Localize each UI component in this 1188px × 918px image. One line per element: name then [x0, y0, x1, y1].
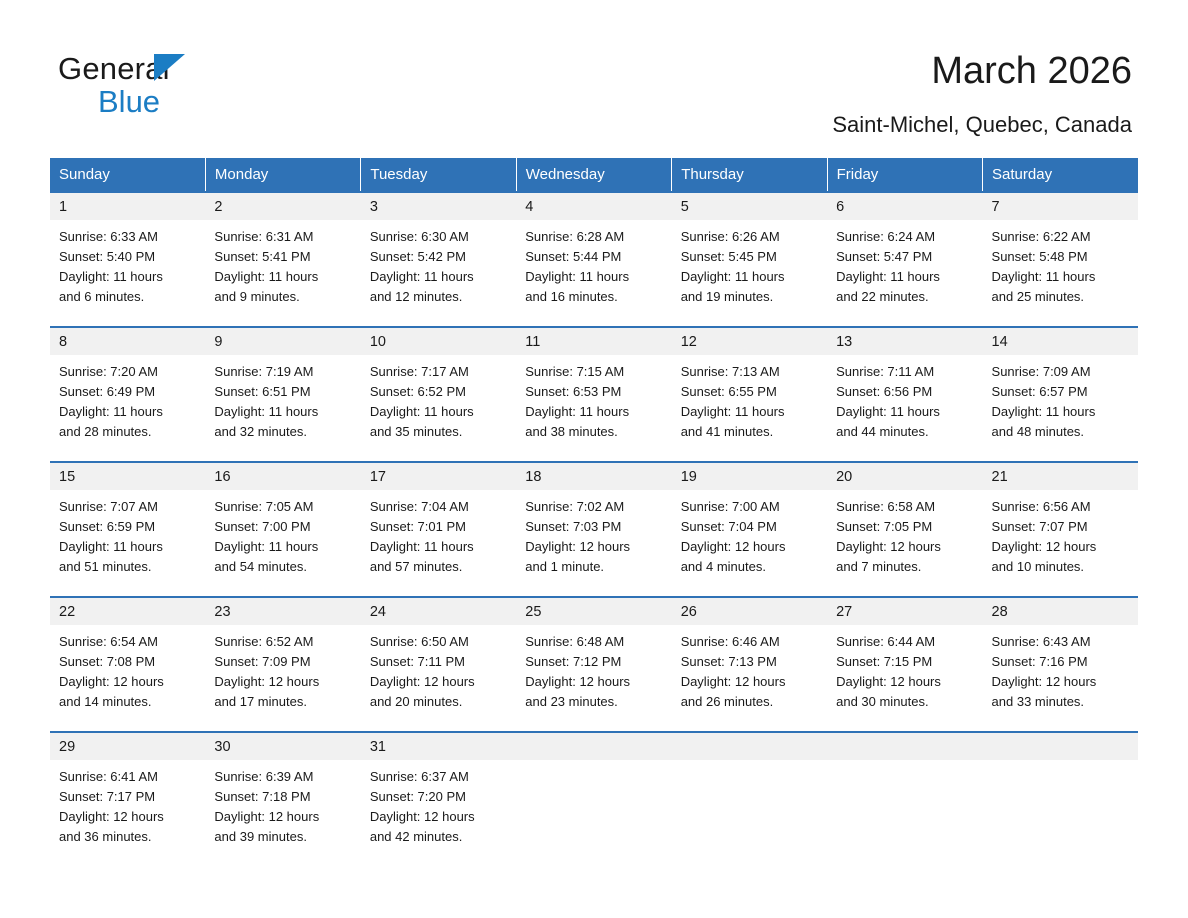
sunrise-text: Sunrise: 7:13 AM — [680, 364, 780, 379]
day-details — [827, 220, 982, 307]
daylight-text-line1: Daylight: 12 hours — [836, 539, 941, 554]
daylight-text-line2: and 14 minutes. — [59, 694, 152, 709]
sunrise-text: Sunrise: 7:15 AM — [525, 364, 625, 379]
daylight-text-line2: and 54 minutes. — [214, 559, 307, 574]
day-details — [827, 760, 982, 767]
day-details — [827, 490, 982, 577]
day-number: 4 — [516, 193, 671, 220]
daylight-text-line1: Daylight: 12 hours — [369, 809, 475, 824]
sunset-text: Sunset: 7:03 PM — [525, 519, 622, 534]
daylight-text-line1: Daylight: 12 hours — [991, 674, 1097, 689]
day-cell — [50, 462, 205, 597]
day-cell — [827, 462, 982, 597]
daylight-text-line2: and 22 minutes. — [836, 289, 929, 304]
day-number: 7 — [983, 193, 1138, 220]
sunset-text: Sunset: 5:40 PM — [59, 249, 156, 264]
page-title: March 2026 — [931, 50, 1132, 92]
day-number: 8 — [50, 328, 205, 355]
weekday-header-monday: Monday — [205, 158, 360, 192]
day-details — [361, 625, 516, 712]
day-details — [361, 760, 516, 847]
day-number: 5 — [672, 193, 827, 220]
sunrise-text: Sunrise: 6:43 AM — [991, 634, 1091, 649]
daylight-text-line2: and 28 minutes. — [59, 424, 152, 439]
sunrise-text: Sunrise: 7:11 AM — [836, 364, 935, 379]
daylight-text-line1: Daylight: 11 hours — [525, 269, 630, 284]
day-cell — [50, 732, 205, 867]
daylight-text-line2: and 17 minutes. — [214, 694, 307, 709]
calendar-week-row — [50, 327, 1138, 462]
daylight-text-line1: Daylight: 12 hours — [525, 539, 631, 554]
day-details — [983, 490, 1138, 577]
daylight-text-line1: Daylight: 11 hours — [836, 269, 940, 284]
sunset-text: Sunset: 7:08 PM — [59, 654, 156, 669]
day-details — [672, 760, 827, 767]
sunset-text: Sunset: 6:52 PM — [369, 384, 466, 399]
daylight-text-line1: Daylight: 12 hours — [525, 674, 631, 689]
daylight-text-line2: and 7 minutes. — [836, 559, 922, 574]
day-cell — [983, 327, 1138, 462]
daylight-text-line2: and 32 minutes. — [214, 424, 307, 439]
sunrise-text: Sunrise: 6:52 AM — [214, 634, 314, 649]
day-number: 29 — [50, 733, 205, 760]
sunrise-text: Sunrise: 6:41 AM — [59, 769, 158, 784]
day-details — [672, 490, 827, 577]
sunset-text: Sunset: 7:20 PM — [369, 789, 466, 804]
day-details — [516, 760, 671, 767]
day-details — [983, 220, 1138, 307]
daylight-text-line2: and 51 minutes. — [59, 559, 152, 574]
sunset-text: Sunset: 7:05 PM — [836, 519, 933, 534]
sunrise-text: Sunrise: 6:56 AM — [991, 499, 1091, 514]
sunset-text: Sunset: 6:51 PM — [214, 384, 311, 399]
daylight-text-line2: and 16 minutes. — [525, 289, 618, 304]
daylight-text-line2: and 12 minutes. — [369, 289, 463, 304]
day-number — [827, 733, 982, 760]
daylight-text-line1: Daylight: 12 hours — [991, 539, 1097, 554]
daylight-text-line2: and 44 minutes. — [836, 424, 929, 439]
sunset-text: Sunset: 5:48 PM — [991, 249, 1088, 264]
sunset-text: Sunset: 7:01 PM — [369, 519, 466, 534]
sunrise-text: Sunrise: 6:26 AM — [680, 229, 780, 244]
day-number: 11 — [516, 328, 671, 355]
day-details — [516, 490, 671, 577]
weekday-header-tuesday: Tuesday — [361, 158, 516, 192]
day-number: 15 — [50, 463, 205, 490]
day-number: 19 — [672, 463, 827, 490]
day-details — [50, 490, 205, 577]
day-number — [516, 733, 671, 760]
generalblue-logo — [58, 52, 258, 122]
day-cell — [50, 597, 205, 732]
day-cell — [516, 597, 671, 732]
day-cell — [361, 192, 516, 327]
day-cell — [672, 597, 827, 732]
daylight-text-line2: and 10 minutes. — [991, 559, 1085, 574]
page-subtitle-location: Saint-Michel, Quebec, Canada — [832, 112, 1132, 137]
daylight-text-line2: and 42 minutes. — [369, 829, 463, 844]
sunset-text: Sunset: 6:53 PM — [525, 384, 622, 399]
daylight-text-line2: and 23 minutes. — [525, 694, 618, 709]
weekday-header-thursday: Thursday — [672, 158, 827, 192]
daylight-text-line1: Daylight: 12 hours — [59, 674, 164, 689]
sunrise-text: Sunrise: 6:58 AM — [836, 499, 936, 514]
sunrise-text: Sunrise: 6:48 AM — [525, 634, 625, 649]
sunset-text: Sunset: 7:15 PM — [836, 654, 933, 669]
sunset-text: Sunset: 6:56 PM — [836, 384, 933, 399]
daylight-text-line2: and 25 minutes. — [991, 289, 1085, 304]
daylight-text-line1: Daylight: 11 hours — [369, 539, 474, 554]
day-details — [672, 220, 827, 307]
sunset-text: Sunset: 7:17 PM — [59, 789, 156, 804]
sunrise-text: Sunrise: 6:28 AM — [525, 229, 625, 244]
day-number: 3 — [361, 193, 516, 220]
daylight-text-line2: and 33 minutes. — [991, 694, 1085, 709]
daylight-text-line2: and 39 minutes. — [214, 829, 307, 844]
weekday-header-row — [50, 158, 1138, 192]
sunrise-text: Sunrise: 6:54 AM — [59, 634, 158, 649]
day-details — [672, 355, 827, 442]
sunset-text: Sunset: 5:45 PM — [680, 249, 777, 264]
sunrise-text: Sunrise: 6:22 AM — [991, 229, 1091, 244]
sunset-text: Sunset: 5:47 PM — [836, 249, 933, 264]
day-details — [516, 355, 671, 442]
daylight-text-line1: Daylight: 12 hours — [836, 674, 941, 689]
daylight-text-line1: Daylight: 11 hours — [59, 269, 163, 284]
daylight-text-line1: Daylight: 11 hours — [680, 269, 785, 284]
sunset-text: Sunset: 7:12 PM — [525, 654, 622, 669]
sunrise-text: Sunrise: 6:33 AM — [59, 229, 158, 244]
sunrise-text: Sunrise: 6:46 AM — [680, 634, 780, 649]
day-cell — [361, 732, 516, 867]
day-number: 18 — [516, 463, 671, 490]
daylight-text-line2: and 35 minutes. — [369, 424, 463, 439]
day-details — [205, 220, 360, 307]
day-details — [205, 760, 360, 847]
day-details — [50, 760, 205, 847]
logo-text-blue: Blue — [98, 84, 161, 119]
day-number: 30 — [205, 733, 360, 760]
daylight-text-line1: Daylight: 11 hours — [369, 269, 474, 284]
sunrise-text: Sunrise: 7:04 AM — [369, 499, 469, 514]
sunrise-text: Sunrise: 6:31 AM — [214, 229, 314, 244]
day-cell — [516, 327, 671, 462]
calendar-week-row — [50, 732, 1138, 867]
day-cell-empty — [983, 732, 1138, 867]
daylight-text-line1: Daylight: 11 hours — [836, 404, 940, 419]
sunset-text: Sunset: 6:59 PM — [59, 519, 156, 534]
daylight-text-line1: Daylight: 11 hours — [991, 269, 1096, 284]
day-details — [50, 355, 205, 442]
daylight-text-line2: and 4 minutes. — [680, 559, 766, 574]
day-cell — [205, 327, 360, 462]
sunrise-text: Sunrise: 7:17 AM — [369, 364, 469, 379]
sunrise-sunset-calendar — [50, 158, 1138, 867]
day-number: 24 — [361, 598, 516, 625]
sunset-text: Sunset: 7:09 PM — [214, 654, 311, 669]
day-details — [50, 625, 205, 712]
sunset-text: Sunset: 7:07 PM — [991, 519, 1088, 534]
daylight-text-line1: Daylight: 11 hours — [214, 539, 319, 554]
day-number: 17 — [361, 463, 516, 490]
day-number: 6 — [827, 193, 982, 220]
day-number: 1 — [50, 193, 205, 220]
daylight-text-line1: Daylight: 11 hours — [214, 404, 319, 419]
weekday-header-wednesday: Wednesday — [516, 158, 671, 192]
sunset-text: Sunset: 6:49 PM — [59, 384, 156, 399]
sunrise-text: Sunrise: 6:50 AM — [369, 634, 469, 649]
daylight-text-line2: and 48 minutes. — [991, 424, 1085, 439]
sunset-text: Sunset: 7:00 PM — [214, 519, 311, 534]
daylight-text-line1: Daylight: 12 hours — [680, 674, 786, 689]
day-number: 27 — [827, 598, 982, 625]
day-details — [361, 490, 516, 577]
day-details — [205, 490, 360, 577]
day-details — [827, 355, 982, 442]
sunrise-text: Sunrise: 7:07 AM — [59, 499, 158, 514]
daylight-text-line1: Daylight: 12 hours — [214, 809, 320, 824]
day-number: 22 — [50, 598, 205, 625]
calendar-week-row — [50, 462, 1138, 597]
day-cell — [672, 462, 827, 597]
day-details — [983, 355, 1138, 442]
daylight-text-line2: and 36 minutes. — [59, 829, 152, 844]
weekday-header-sunday: Sunday — [50, 158, 205, 192]
day-cell — [983, 597, 1138, 732]
sunrise-text: Sunrise: 6:30 AM — [369, 229, 469, 244]
day-number: 13 — [827, 328, 982, 355]
day-cell — [361, 597, 516, 732]
sunset-text: Sunset: 7:13 PM — [680, 654, 777, 669]
day-cell-empty — [827, 732, 982, 867]
day-cell — [983, 462, 1138, 597]
day-number: 25 — [516, 598, 671, 625]
weekday-header-friday: Friday — [827, 158, 982, 192]
sunset-text: Sunset: 6:57 PM — [991, 384, 1088, 399]
daylight-text-line1: Daylight: 11 hours — [369, 404, 474, 419]
daylight-text-line1: Daylight: 12 hours — [369, 674, 475, 689]
day-number: 14 — [983, 328, 1138, 355]
sunset-text: Sunset: 7:04 PM — [680, 519, 777, 534]
sunrise-text: Sunrise: 6:24 AM — [836, 229, 936, 244]
daylight-text-line2: and 6 minutes. — [59, 289, 145, 304]
day-cell — [361, 327, 516, 462]
daylight-text-line1: Daylight: 11 hours — [59, 539, 163, 554]
day-details — [361, 220, 516, 307]
day-details — [361, 355, 516, 442]
sunrise-text: Sunrise: 6:37 AM — [369, 769, 469, 784]
day-number: 26 — [672, 598, 827, 625]
day-number: 2 — [205, 193, 360, 220]
sunset-text: Sunset: 6:55 PM — [680, 384, 777, 399]
daylight-text-line2: and 9 minutes. — [214, 289, 300, 304]
sunrise-text: Sunrise: 6:44 AM — [836, 634, 936, 649]
daylight-text-line1: Daylight: 11 hours — [525, 404, 630, 419]
day-number: 16 — [205, 463, 360, 490]
day-details — [827, 625, 982, 712]
calendar-week-row — [50, 192, 1138, 327]
page-header — [0, 0, 1188, 148]
day-cell — [672, 192, 827, 327]
sunset-text: Sunset: 5:42 PM — [369, 249, 466, 264]
day-number — [983, 733, 1138, 760]
daylight-text-line2: and 1 minute. — [525, 559, 605, 574]
sunset-text: Sunset: 7:18 PM — [214, 789, 311, 804]
day-number: 31 — [361, 733, 516, 760]
logo-text-general: General — [58, 51, 170, 86]
sunrise-text: Sunrise: 7:09 AM — [991, 364, 1091, 379]
weekday-header-saturday: Saturday — [983, 158, 1138, 192]
day-cell — [827, 192, 982, 327]
sunrise-text: Sunrise: 7:20 AM — [59, 364, 158, 379]
day-cell — [516, 462, 671, 597]
day-cell — [50, 327, 205, 462]
daylight-text-line2: and 20 minutes. — [369, 694, 463, 709]
day-cell — [205, 597, 360, 732]
day-number: 10 — [361, 328, 516, 355]
calendar-week-row — [50, 597, 1138, 732]
daylight-text-line1: Daylight: 11 hours — [991, 404, 1096, 419]
daylight-text-line1: Daylight: 12 hours — [680, 539, 786, 554]
day-cell — [827, 327, 982, 462]
daylight-text-line1: Daylight: 11 hours — [59, 404, 163, 419]
sunrise-text: Sunrise: 7:19 AM — [214, 364, 314, 379]
sunrise-text: Sunrise: 7:00 AM — [680, 499, 780, 514]
sunset-text: Sunset: 7:16 PM — [991, 654, 1088, 669]
day-details — [516, 220, 671, 307]
day-details — [50, 220, 205, 307]
day-number: 12 — [672, 328, 827, 355]
day-cell-empty — [516, 732, 671, 867]
day-cell — [983, 192, 1138, 327]
daylight-text-line1: Daylight: 11 hours — [680, 404, 785, 419]
day-number: 28 — [983, 598, 1138, 625]
day-cell-empty — [672, 732, 827, 867]
sunrise-text: Sunrise: 7:05 AM — [214, 499, 314, 514]
sunrise-text: Sunrise: 7:02 AM — [525, 499, 625, 514]
day-cell — [361, 462, 516, 597]
daylight-text-line1: Daylight: 12 hours — [214, 674, 320, 689]
logo-triangle-icon — [154, 54, 185, 81]
day-details — [516, 625, 671, 712]
day-cell — [205, 462, 360, 597]
day-cell — [672, 327, 827, 462]
daylight-text-line2: and 41 minutes. — [680, 424, 774, 439]
sunset-text: Sunset: 7:11 PM — [369, 654, 465, 669]
day-details — [205, 625, 360, 712]
daylight-text-line2: and 57 minutes. — [369, 559, 463, 574]
day-cell — [205, 732, 360, 867]
day-cell — [516, 192, 671, 327]
daylight-text-line1: Daylight: 12 hours — [59, 809, 164, 824]
daylight-text-line2: and 26 minutes. — [680, 694, 774, 709]
day-number: 20 — [827, 463, 982, 490]
day-details — [205, 355, 360, 442]
day-number: 21 — [983, 463, 1138, 490]
sunset-text: Sunset: 5:41 PM — [214, 249, 311, 264]
sunrise-text: Sunrise: 6:39 AM — [214, 769, 314, 784]
day-cell — [50, 192, 205, 327]
sunset-text: Sunset: 5:44 PM — [525, 249, 622, 264]
day-cell — [827, 597, 982, 732]
daylight-text-line2: and 30 minutes. — [836, 694, 929, 709]
day-number: 9 — [205, 328, 360, 355]
day-number — [672, 733, 827, 760]
daylight-text-line1: Daylight: 11 hours — [214, 269, 319, 284]
daylight-text-line2: and 38 minutes. — [525, 424, 618, 439]
day-details — [983, 625, 1138, 712]
day-cell — [205, 192, 360, 327]
day-number: 23 — [205, 598, 360, 625]
day-details — [672, 625, 827, 712]
daylight-text-line2: and 19 minutes. — [680, 289, 774, 304]
day-details — [983, 760, 1138, 767]
